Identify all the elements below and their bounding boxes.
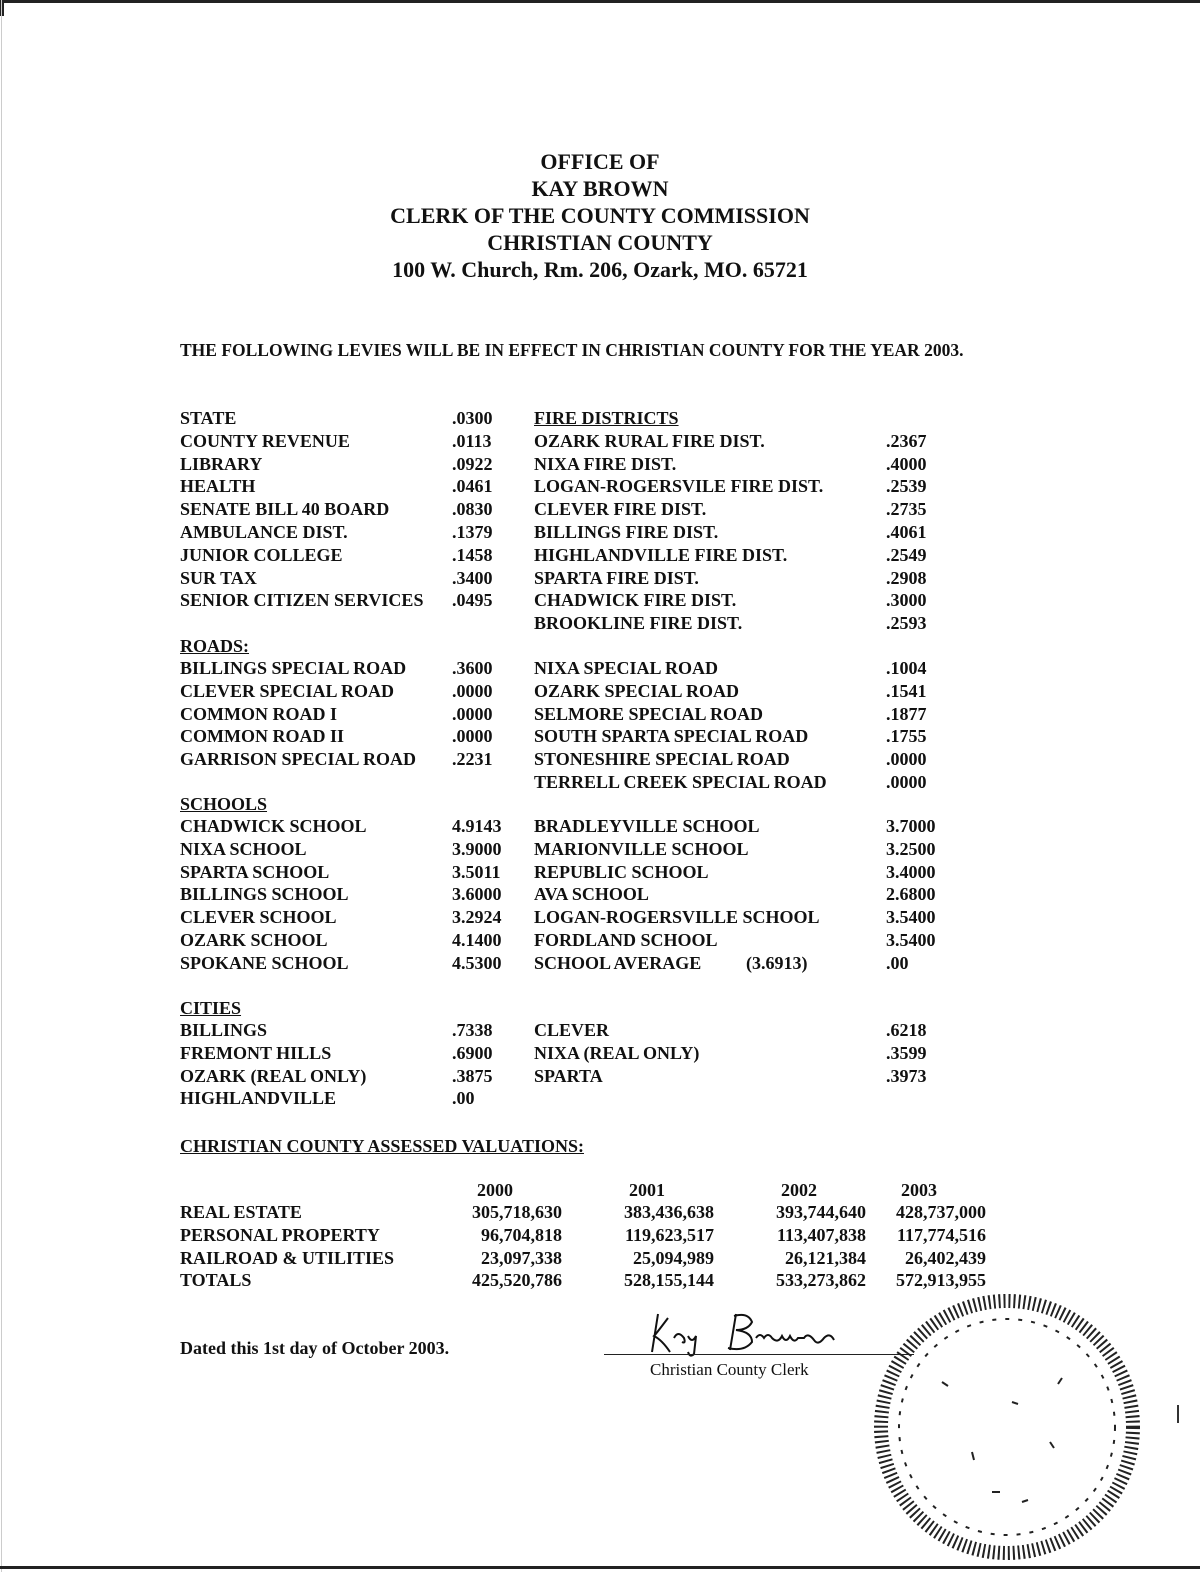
- fire-district-rate: .2549: [886, 544, 927, 565]
- school-left-name: OZARK SCHOOL: [180, 930, 328, 950]
- valuation-cell: 117,774,516: [896, 1224, 986, 1245]
- valuation-cell: 383,436,638: [624, 1202, 714, 1222]
- road-right-rate: .1755: [886, 726, 927, 747]
- valuation-row-label: REAL ESTATE: [180, 1202, 302, 1222]
- valuation-cell: 26,121,384: [785, 1247, 866, 1268]
- valuation-cell: 393,744,640: [776, 1202, 866, 1222]
- fire-district-name: SPARTA FIRE DIST.: [534, 567, 699, 588]
- fire-district-rate: .2367: [886, 430, 927, 451]
- school-left-rate: 4.5300: [452, 952, 502, 973]
- letterhead-address: 100 W. Church, Rm. 206, Ozark, MO. 65721: [392, 257, 808, 282]
- city-right-name: CLEVER: [534, 1020, 610, 1040]
- fire-district-name: NIXA FIRE DIST.: [534, 453, 677, 474]
- school-right-rate: 3.4000: [886, 861, 936, 882]
- city-right-rate: .3973: [886, 1065, 927, 1086]
- fire-district-rate: .3000: [886, 590, 927, 611]
- school-left-rate: 4.1400: [452, 930, 502, 950]
- general-levy-name: COUNTY REVENUE: [180, 430, 350, 451]
- fire-district-name: CHADWICK FIRE DIST.: [534, 590, 737, 611]
- general-levy-name: SUR TAX: [180, 567, 257, 588]
- valuation-year: 2000: [477, 1180, 513, 1200]
- general-levy-name: HEALTH: [180, 476, 256, 497]
- general-levy-rate: .0922: [452, 453, 493, 474]
- valuation-year: 2001: [629, 1180, 665, 1200]
- road-left-rate: .2231: [452, 749, 493, 770]
- school-left-name: SPOKANE SCHOOL: [180, 952, 349, 973]
- school-right-rate: 3.2500: [886, 838, 936, 859]
- school-left-rate: 3.6000: [452, 884, 502, 905]
- letterhead-title: CLERK OF THE COUNTY COMMISSION: [390, 203, 810, 228]
- general-levy-rate: .0495: [452, 590, 493, 611]
- fire-district-name: BILLINGS FIRE DIST.: [534, 522, 719, 542]
- valuations-heading: CHRISTIAN COUNTY ASSESSED VALUATIONS:: [180, 1136, 584, 1156]
- clerk-title: Christian County Clerk: [650, 1360, 809, 1379]
- general-levy-name: AMBULANCE DIST.: [180, 522, 348, 542]
- fire-district-name: CLEVER FIRE DIST.: [534, 499, 707, 520]
- school-left-name: BILLINGS SCHOOL: [180, 884, 349, 905]
- general-levy-rate: .0461: [452, 476, 493, 497]
- letterhead-office: OFFICE OF: [540, 149, 660, 174]
- road-right-name: SELMORE SPECIAL ROAD: [534, 703, 764, 724]
- general-levy-rate: .1379: [452, 522, 493, 542]
- road-left-name: BILLINGS SPECIAL ROAD: [180, 658, 407, 678]
- city-right-name: SPARTA: [534, 1065, 603, 1086]
- valuation-cell: 428,737,000: [896, 1202, 986, 1222]
- city-left-rate: .7338: [452, 1020, 493, 1040]
- school-right-name: MARIONVILLE SCHOOL: [534, 838, 749, 859]
- school-right-rate: 2.6800: [886, 884, 936, 905]
- general-levy-rate: .0830: [452, 499, 493, 520]
- road-right-name: SOUTH SPARTA SPECIAL ROAD: [534, 726, 809, 747]
- road-left-rate: .0000: [452, 680, 493, 701]
- city-left-rate: .3875: [452, 1065, 493, 1086]
- school-left-rate: 3.9000: [452, 838, 502, 859]
- school-right-rate: .00: [886, 952, 909, 973]
- scan-bottom-edge: [0, 1566, 1200, 1569]
- road-left-name: COMMON ROAD I: [180, 703, 337, 724]
- valuation-cell: 23,097,338: [481, 1247, 562, 1268]
- valuation-cell: 528,155,144: [624, 1270, 714, 1291]
- road-left-name: COMMON ROAD II: [180, 726, 344, 747]
- city-left-name: HIGHLANDVILLE: [180, 1088, 337, 1109]
- school-left-name: SPARTA SCHOOL: [180, 861, 330, 882]
- school-right-name: AVA SCHOOL: [534, 884, 649, 905]
- road-right-rate: .1004: [886, 658, 927, 678]
- scan-edge-mark: [1177, 1405, 1179, 1423]
- valuation-cell: 533,273,862: [776, 1270, 866, 1291]
- school-right-rate: 3.5400: [886, 907, 936, 928]
- city-right-rate: .6218: [886, 1020, 927, 1040]
- valuation-row-label: PERSONAL PROPERTY: [180, 1224, 380, 1245]
- city-left-rate: .6900: [452, 1042, 493, 1063]
- fire-district-rate: .2908: [886, 567, 927, 588]
- general-levy-name: SENATE BILL 40 BOARD: [180, 499, 390, 520]
- valuation-cell: 305,718,630: [472, 1202, 562, 1222]
- valuation-year: 2002: [781, 1180, 817, 1200]
- fire-district-rate: .2735: [886, 499, 927, 520]
- fire-district-name: LOGAN-ROGERSVILE FIRE DIST.: [534, 476, 824, 497]
- general-levy-rate: .1458: [452, 544, 493, 565]
- road-right-rate: .1541: [886, 680, 927, 701]
- road-right-rate: .0000: [886, 772, 927, 792]
- fire-district-name: OZARK RURAL FIRE DIST.: [534, 430, 765, 451]
- valuation-cell: 113,407,838: [776, 1224, 866, 1245]
- road-left-name: GARRISON SPECIAL ROAD: [180, 749, 417, 770]
- valuation-cell: 26,402,439: [905, 1247, 986, 1268]
- school-right-rate: 3.5400: [886, 930, 936, 950]
- school-right-name: FORDLAND SCHOOL: [534, 930, 718, 950]
- valuation-cell: 25,094,989: [633, 1247, 714, 1268]
- general-levy-name: SENIOR CITIZEN SERVICES: [180, 590, 424, 611]
- general-levy-rate: .3400: [452, 567, 493, 588]
- valuation-cell: 96,704,818: [481, 1224, 562, 1245]
- general-levy-rate: .0300: [452, 408, 493, 428]
- school-left-name: CLEVER SCHOOL: [180, 907, 337, 928]
- school-left-rate: 4.9143: [452, 816, 502, 836]
- valuation-year: 2003: [901, 1180, 937, 1200]
- school-right-name: SCHOOL AVERAGE: [534, 952, 702, 973]
- road-right-name: NIXA SPECIAL ROAD: [534, 658, 719, 678]
- city-right-name: NIXA (REAL ONLY): [534, 1042, 700, 1063]
- road-right-name: STONESHIRE SPECIAL ROAD: [534, 749, 790, 770]
- valuation-cell: 572,913,955: [896, 1270, 986, 1291]
- valuation-row-label: TOTALS: [180, 1270, 252, 1291]
- road-right-name: TERRELL CREEK SPECIAL ROAD: [534, 772, 827, 792]
- road-right-rate: .0000: [886, 749, 927, 770]
- general-levy-name: LIBRARY: [180, 453, 263, 474]
- general-levy-rate: .0113: [452, 430, 492, 451]
- fire-district-name: BROOKLINE FIRE DIST.: [534, 613, 743, 634]
- dated-statement: Dated this 1st day of October 2003.: [180, 1338, 450, 1358]
- clerk-signature: [648, 1308, 858, 1358]
- scan-top-edge: [0, 0, 1200, 3]
- fire-district-rate: .4061: [886, 522, 927, 542]
- road-left-rate: .3600: [452, 658, 493, 678]
- city-left-rate: .00: [452, 1088, 475, 1109]
- road-right-name: OZARK SPECIAL ROAD: [534, 680, 740, 701]
- roads-heading: ROADS:: [180, 636, 250, 656]
- fire-district-rate: .2593: [886, 613, 927, 634]
- city-left-name: FREMONT HILLS: [180, 1042, 332, 1063]
- road-left-rate: .0000: [452, 726, 493, 747]
- letterhead-county: CHRISTIAN COUNTY: [487, 230, 713, 255]
- valuation-row-label: RAILROAD & UTILITIES: [180, 1247, 395, 1268]
- schools-heading: SCHOOLS: [180, 794, 268, 814]
- fire-district-rate: .4000: [886, 453, 927, 474]
- valuation-cell: 425,520,786: [472, 1270, 562, 1291]
- valuation-cell: 119,623,517: [624, 1224, 714, 1245]
- school-right-rate: 3.7000: [886, 816, 936, 836]
- county-seal-stamp: [872, 1292, 1142, 1562]
- city-left-name: OZARK (REAL ONLY): [180, 1065, 367, 1086]
- letterhead-name: KAY BROWN: [531, 176, 669, 201]
- school-left-name: CHADWICK SCHOOL: [180, 816, 367, 836]
- fire-district-name: HIGHLANDVILLE FIRE DIST.: [534, 544, 788, 565]
- signature-line: [604, 1354, 914, 1355]
- school-right-name: BRADLEYVILLE SCHOOL: [534, 816, 760, 836]
- general-levy-name: JUNIOR COLLEGE: [180, 544, 343, 565]
- intro-statement: THE FOLLOWING LEVIES WILL BE IN EFFECT IN CHRISTIAN COUNTY FOR THE YEAR 2003.: [180, 340, 964, 360]
- fire-districts-heading: FIRE DISTRICTS: [534, 408, 679, 428]
- cities-heading: CITIES: [180, 998, 242, 1018]
- school-left-rate: 3.5011: [452, 861, 501, 882]
- school-right-name: LOGAN-ROGERSVILLE SCHOOL: [534, 907, 820, 928]
- school-left-name: NIXA SCHOOL: [180, 838, 307, 859]
- city-right-rate: .3599: [886, 1042, 927, 1063]
- city-left-name: BILLINGS: [180, 1020, 268, 1040]
- road-left-rate: .0000: [452, 703, 493, 724]
- road-left-name: CLEVER SPECIAL ROAD: [180, 680, 395, 701]
- general-levy-name: STATE: [180, 408, 237, 428]
- road-right-rate: .1877: [886, 703, 927, 724]
- letterhead: [0, 148, 1200, 283]
- school-left-rate: 3.2924: [452, 907, 502, 928]
- school-right-name: REPUBLIC SCHOOL: [534, 861, 709, 882]
- school-right-note: (3.6913): [746, 952, 808, 973]
- fire-district-rate: .2539: [886, 476, 927, 497]
